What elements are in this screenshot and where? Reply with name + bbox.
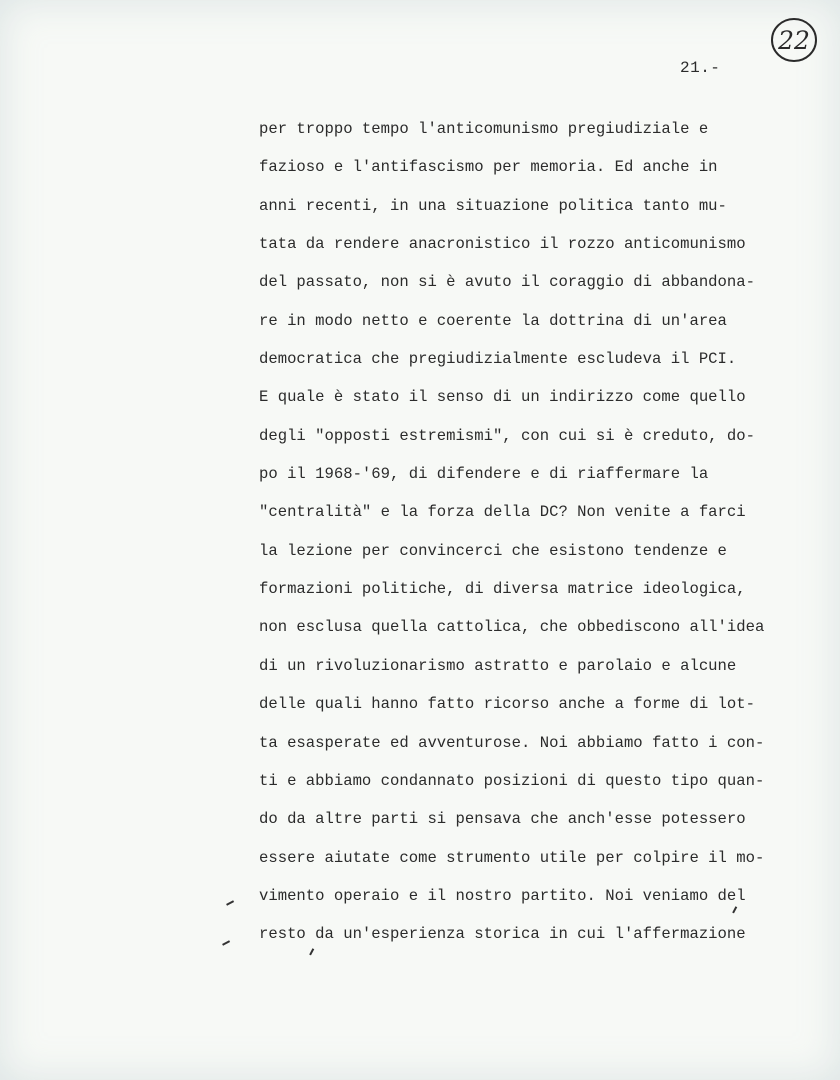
text-line: po il 1968-'69, di difendere e di riaffermare la: [259, 465, 709, 484]
text-line: di un rivoluzionarismo astratto e parolaio e alcune: [259, 656, 737, 675]
archive-number-stamp: [766, 12, 822, 68]
text-line: per troppo tempo l'anticomunismo pregiudiziale e: [259, 120, 709, 138]
margin-tick-mark: [222, 940, 230, 945]
text-line: do da altre parti si pensava che anch'esse potessero: [259, 810, 746, 829]
text-line: anni recenti, in una situazione politica tanto mu-: [259, 196, 727, 215]
text-line: tata da rendere anacronistico il rozzo anticomunismo: [259, 235, 746, 254]
text-line: formazioni politiche, di diversa matrice ideologica,: [259, 580, 746, 599]
text-line: del passato, non si è avuto il coraggio di abbandona-: [259, 273, 755, 292]
text-line: E quale è stato il senso di un indirizzo come quello: [259, 388, 746, 407]
text-line: "centralità" e la forza della DC? Non venite a farci: [259, 503, 746, 522]
text-line: la lezione per convincerci che esistono tendenze e: [259, 541, 727, 560]
text-line: vimento operaio e il nostro partito. Noi veniamo del: [259, 886, 746, 905]
archive-number-text: 22: [778, 26, 810, 55]
text-line: resto da un'esperienza storica in cui l'affermazione: [259, 925, 746, 944]
text-line: non esclusa quella cattolica, che obbediscono all'idea: [259, 618, 765, 637]
page-number: 21.-: [680, 59, 721, 77]
margin-tick-mark: [226, 900, 234, 905]
text-line: ta esasperate ed avventurose. Noi abbiamo fatto i con-: [259, 733, 765, 752]
text-line: essere aiutate come strumento utile per colpire il mo-: [259, 848, 765, 867]
typed-text-body: [259, 118, 819, 962]
text-line: delle quali hanno fatto ricorso anche a forme di lot-: [259, 695, 755, 714]
text-line: degli "opposti estremismi", con cui si è creduto, do-: [259, 426, 755, 445]
text-line: ti e abbiamo condannato posizioni di questo tipo quan-: [259, 771, 765, 790]
text-line: democratica che pregiudizialmente escludeva il PCI.: [259, 350, 737, 369]
text-line: fazioso e l'antifascismo per memoria. Ed anche in: [259, 158, 718, 177]
text-line: re in modo netto e coerente la dottrina di un'area: [259, 311, 727, 330]
